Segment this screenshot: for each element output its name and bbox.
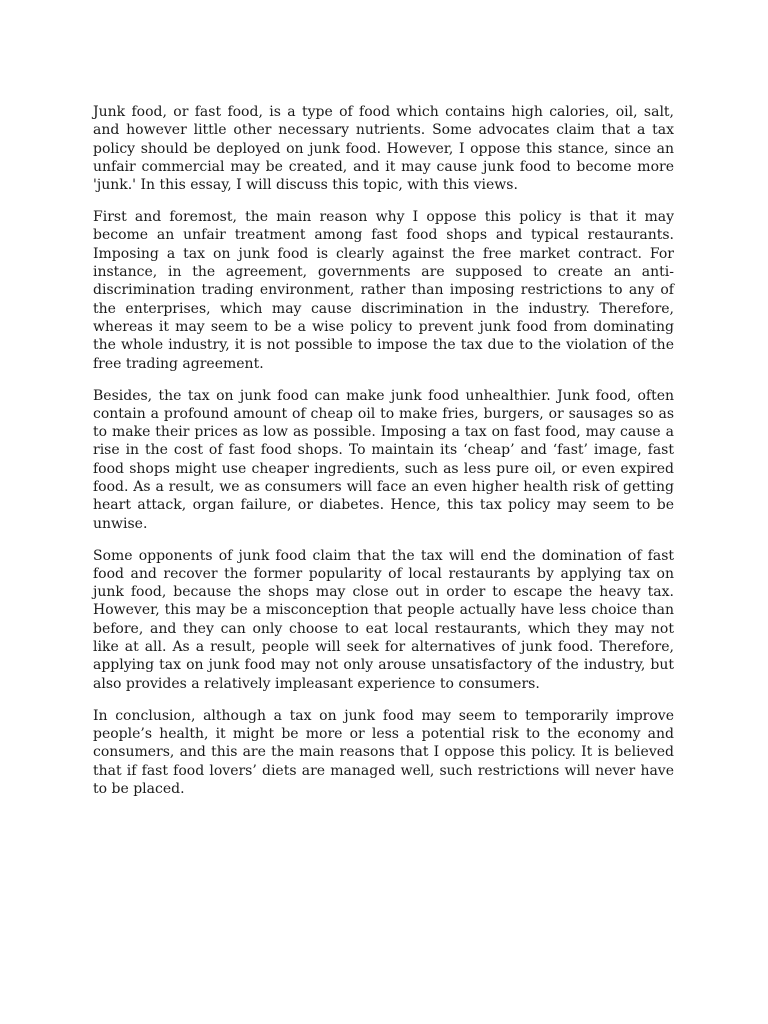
paragraph-conclusion: In conclusion, although a tax on junk food may seem to temporarily improve people’s health, it might be more or less a potential risk to the economy and consumers, and this are the main reasons that I oppose this policy. It is believed that if fast food lovers’ diets are managed well, such restrictions will never have to be placed. — [93, 707, 674, 797]
paragraph-introduction: Junk food, or fast food, is a type of food which contains high calories, oil, salt, and however little other necessary nutrients. Some advocates claim that a tax policy should be deployed on junk food. However, I oppose this stance, since an unfair commercial may be created, and it may cause junk food to become more 'junk.' In this essay, I will discuss this topic, with this views. — [93, 104, 674, 194]
essay-document — [93, 103, 674, 812]
paragraph-opponents: Some opponents of junk food claim that the tax will end the domination of fast food and recover the former popularity of local restaurants by applying tax on junk food, because the shops may close out in order to escape the heavy tax. However, this may be a misconception that people actually have less choice than before, and they can only choose to eat local restaurants, which they may not like at all. As a result, people will seek for alternatives of junk food. Therefore, applying tax on junk food may not only arouse unsatisfactory of the industry, but also provides a relatively impleasant experience to consumers. — [93, 547, 674, 692]
paragraph-unfair-treatment: First and foremost, the main reason why I oppose this policy is that it may become an unfair treatment among fast food shops and typical restaurants. Imposing a tax on junk food is clearly against the free market contract. For instance, in the agreement, governments are supposed to create an anti-discrimination trading environment, rather than imposing restrictions to any of the enterprises, which may cause discrimination in the industry. Therefore, whereas it may seem to be a wise policy to prevent junk food from dominating the whole industry, it is not possible to impose the tax due to the violation of the free trading agreement. — [93, 209, 674, 372]
paragraph-unhealthier: Besides, the tax on junk food can make junk food unhealthier. Junk food, often contain a profound amount of cheap oil to make fries, burgers, or sausages so as to make their prices as low as possible. Imposing a tax on fast food, may cause a rise in the cost of fast food shops. To maintain its ‘cheap’ and ‘fast’ image, fast food shops might use cheaper ingredients, such as less pure oil, or even expired food. As a result, we as consumers will face an even higher health risk of getting heart attack, organ failure, or diabetes. Hence, this tax policy may seem to be unwise. — [93, 387, 674, 532]
